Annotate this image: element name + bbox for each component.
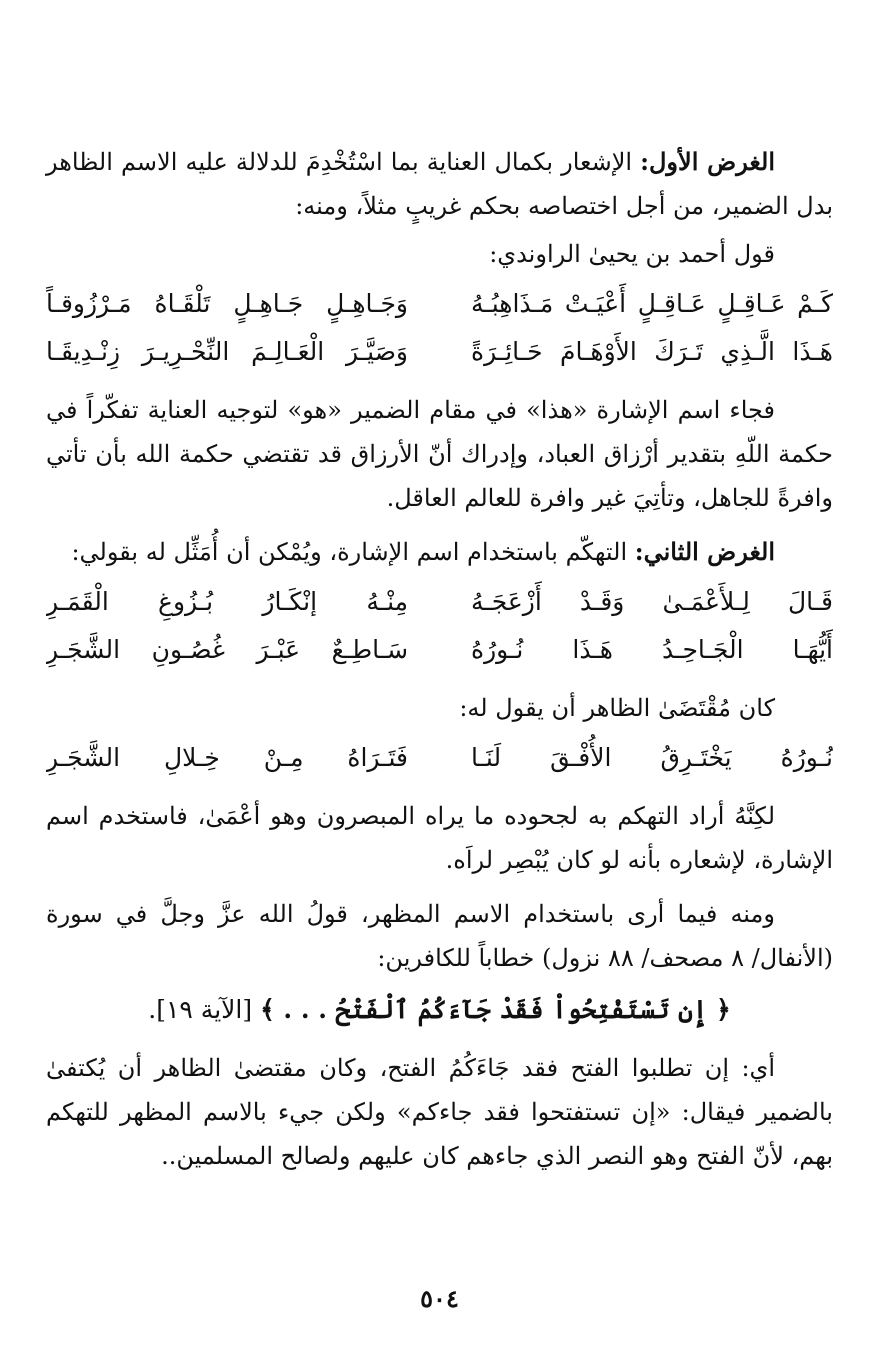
verse-first-hemistich: أَيُّهَـا الْجَـاحِـدُ هَـذَا نُـورُهُ	[470, 635, 833, 664]
verse-second-hemistich: وَجَـاهِـلٍ جَـاهِـلٍ تَلْقَـاهُ مَـرْزُوقـاً	[46, 289, 409, 318]
verse	[46, 626, 833, 674]
verse-second-hemistich: مِنْـهُ إنْكَـارُ بُـزُوغِ الْقَمَـرِ	[46, 587, 409, 616]
quran-verse-text: ﴿ إِن تَسْتَفْتِحُواْ فَقَدْ جَآءَكُمُ ٱلْفَتْحُ . . . ﴾	[260, 995, 731, 1024]
paragraph-first-purpose	[46, 140, 833, 228]
poem-expected	[46, 734, 833, 782]
quran-verse-reference: [الآية ١٩].	[148, 995, 261, 1024]
quran-verse	[46, 986, 833, 1034]
verse	[46, 280, 833, 328]
verse-first-hemistich: كَـمْ عَـاقِـلٍ عَـاقِـلٍ أَعْيَـتْ مَـذَاهِبُـهُ	[470, 289, 833, 318]
verse-second-hemistich: فَتَـرَاهُ مِـنْ خِـلالِ الشَّجَـرِ	[46, 743, 409, 772]
paragraph-quran-explanation: أي: إن تطلبوا الفتح فقد جَاءَكُمُ الفتح، وكان مقتضىٰ الظاهر أن يُكتفىٰ بالضمير فيقال: «إن تستفتحوا فقد جاءكم» ولكن جيء بالاسم المظهر للتهكم بهم، لأنّ الفتح وهو النصر الذي جاءهم كان عليهم ولصالح المسلمين..	[46, 1054, 833, 1170]
paragraph-explanation: فجاء اسم الإشارة «هذا» في مقام الضمير «هو» لتوجيه العناية تفكّراً في حكمة اللّهِ بتقدير أرْزاق العباد، وإدراك أنّ الأرزاق قد تقتضي حكمة الله بأن تأتي وافرةً للجاهل، وتأتِيَ غير وافرة للعالم العاقل.	[46, 396, 833, 512]
heading-second-purpose: الغرض الثاني:	[634, 537, 775, 566]
verse-first-hemistich: هَـذَا الَّـذِي تَـرَكَ الأَوْهَـامَ حَـائِـرَةً	[470, 337, 833, 366]
verse-first-hemistich: نُـورُهُ يَخْتَـرِقُ الأُفْـقَ لَنَـا	[470, 743, 833, 772]
verse	[46, 734, 833, 782]
verse-first-hemistich: قَـالَ لِـلأَعْمَـىٰ وَقَـدْ أَزْعَجَـهُ	[470, 587, 833, 616]
paragraph-expected-form: كان مُقْتَضَىٰ الظاهر أن يقول له:	[459, 694, 775, 722]
paragraph-second-purpose	[46, 530, 833, 574]
paragraph-sarcasm: لكِنَّهُ أراد التهكم به لجحوده ما يراه المبصرون وهو أعْمَىٰ، فاستخدم اسم الإشارة، لإشعاره بأنه لو كان يُبْصِر لراَه.	[46, 802, 833, 874]
poem-rawandi	[46, 280, 833, 376]
second-purpose-text: التهكّم باستخدام اسم الإشارة، ويُمْكن أن أُمَثِّل له بقولي:	[71, 538, 635, 566]
page-number: ٥٠٤	[420, 1284, 459, 1313]
page-body	[46, 140, 833, 1188]
verse	[46, 578, 833, 626]
paragraph-quran-intro: ومنه فيما أرى باستخدام الاسم المظهر، قولُ الله عزَّ وجلَّ في سورة (الأنفال/ ٨ مصحف/ ٨٨ نزول) خطاباً للكافرين:	[46, 900, 833, 972]
paragraph-poem-intro: قول أحمد بن يحيىٰ الراوندي:	[489, 240, 775, 268]
first-purpose-text: الإشعار بكمال العناية بما اسْتُخْدِمَ للدلالة عليه الاسم الظاهر بدل الضمير، من أجل اختصاصه بحكم غريبٍ مثلاً، ومنه:	[46, 148, 833, 220]
verse-second-hemistich: وَصَيَّـرَ الْعَـالِـمَ النِّحْـرِيـرَ زِنْـدِيقَـا	[46, 337, 409, 366]
verse	[46, 328, 833, 376]
poem-author	[46, 578, 833, 674]
heading-first-purpose: الغرض الأول:	[640, 147, 775, 176]
verse-second-hemistich: سَـاطِـعٌ عَبْـرَ غُصُـونِ الشَّجَـرِ	[46, 635, 409, 664]
